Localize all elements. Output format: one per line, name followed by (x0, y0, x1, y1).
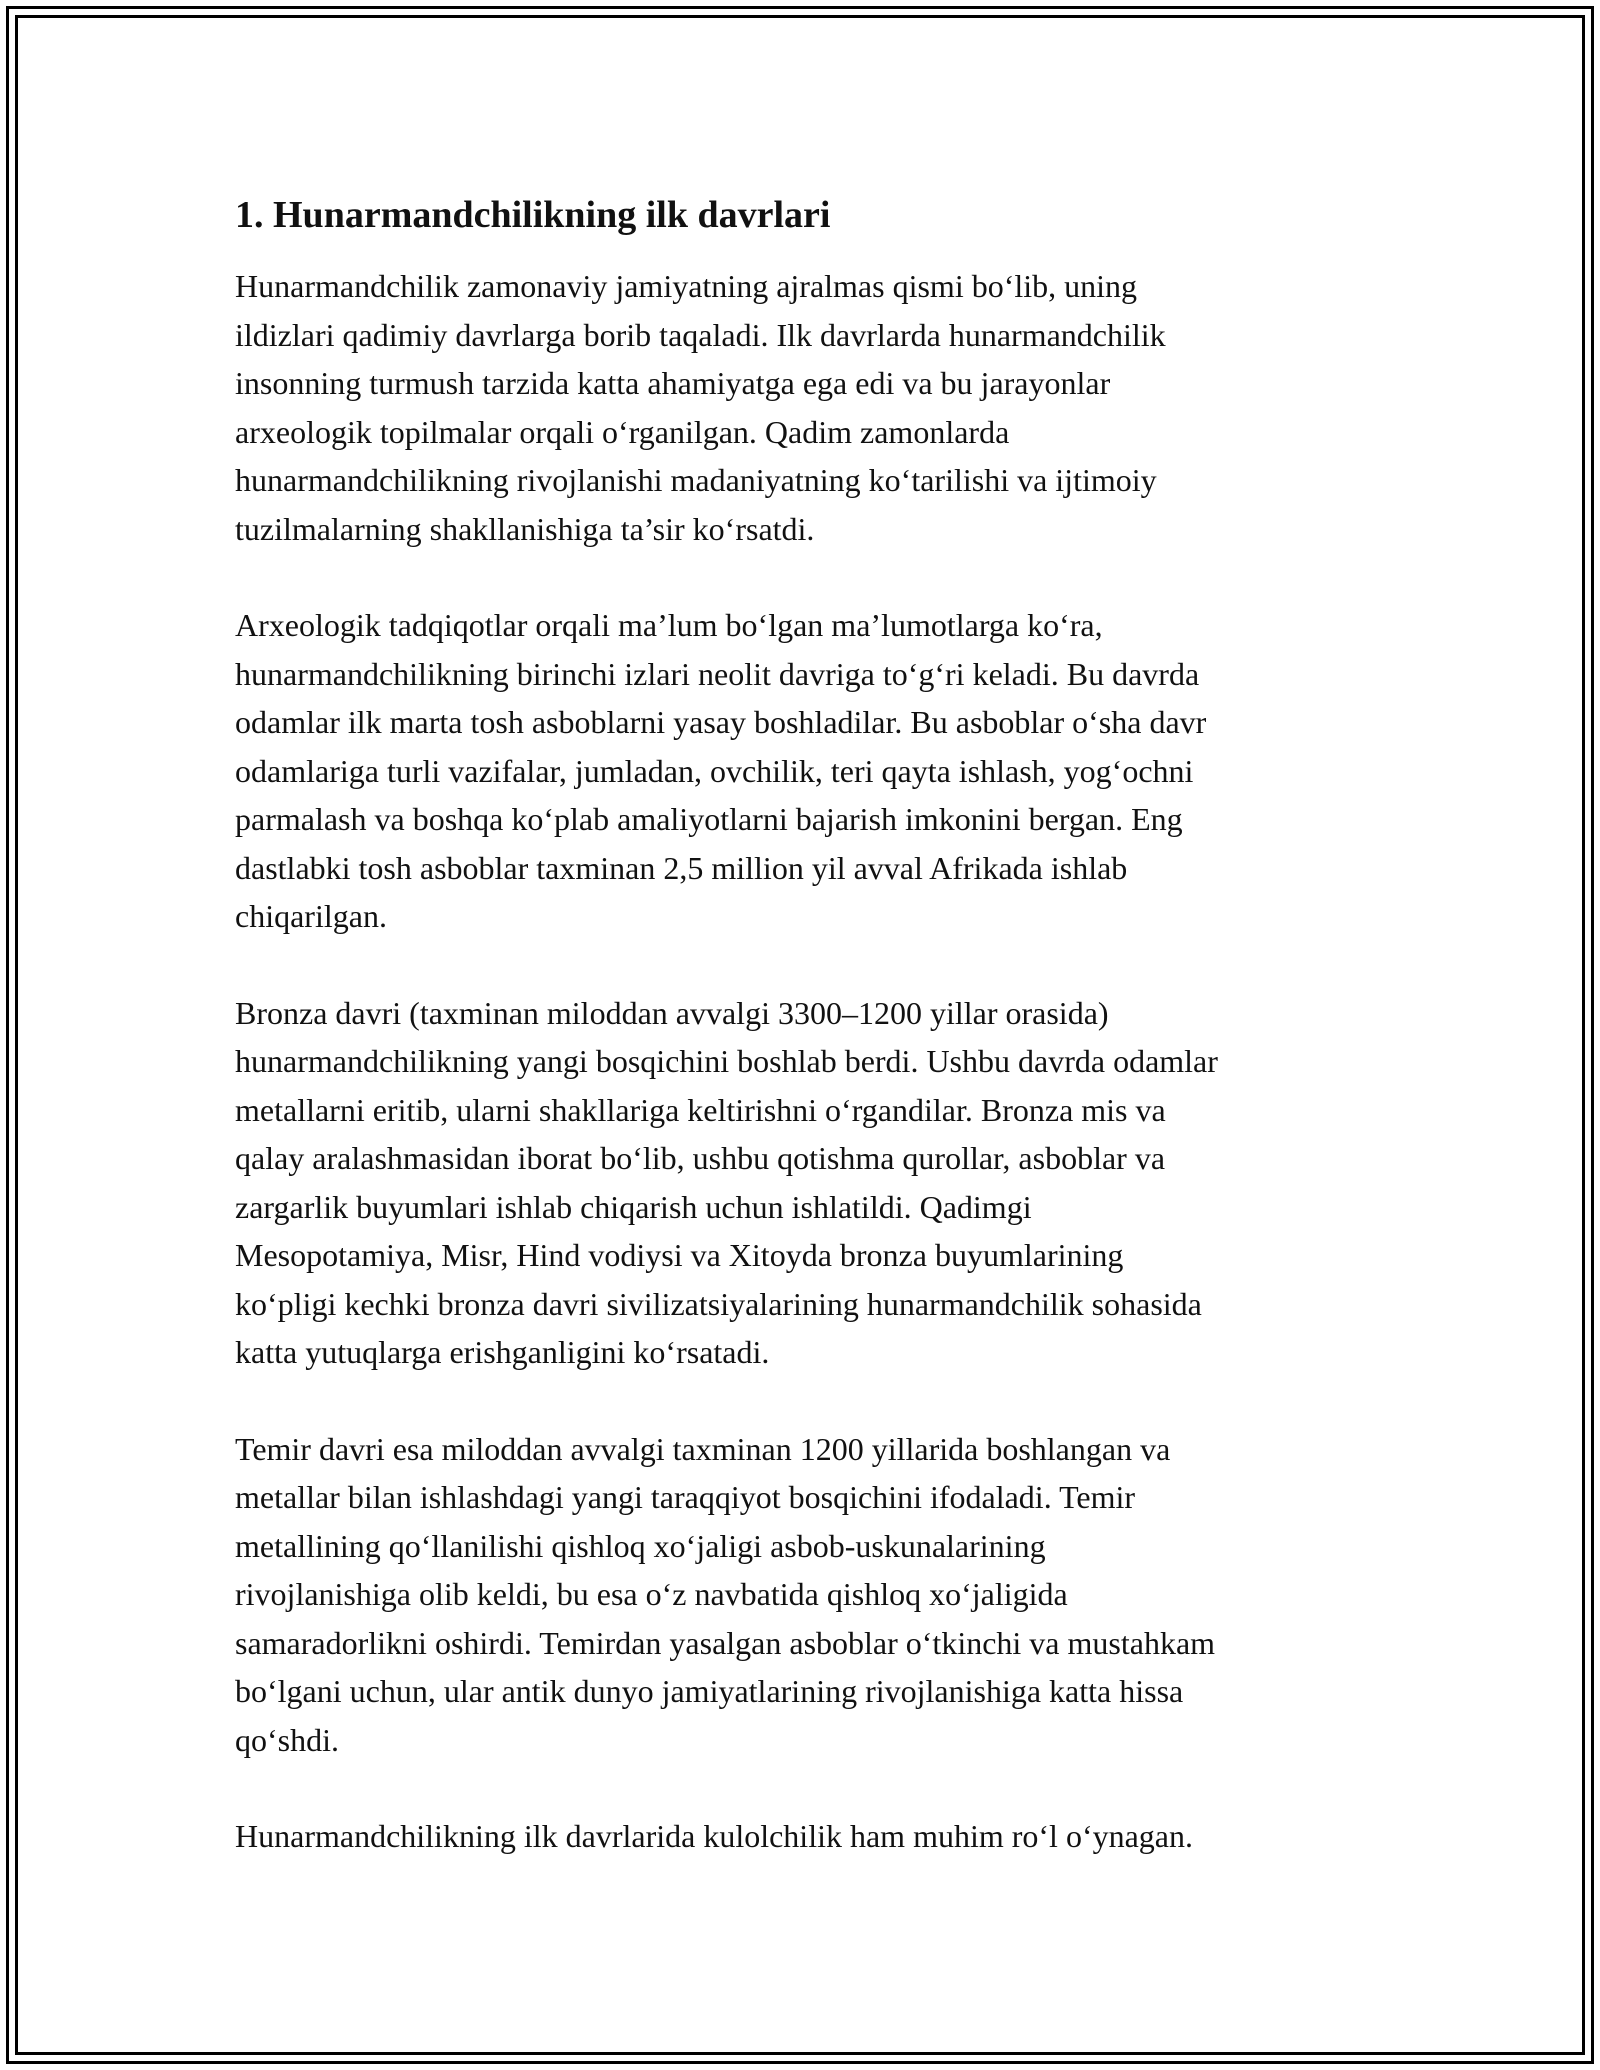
text-line: rivojlanishiga olib keldi, bu esa o‘z navbatida qishloq xo‘jaligida (235, 1576, 1068, 1612)
text-line: odamlar ilk marta tosh asboblarni yasay boshladilar. Bu asboblar o‘sha davr (235, 704, 1207, 740)
text-line: chiqarilgan. (235, 898, 387, 934)
section-heading: 1. Hunarmandchilikning ilk davrlari (235, 194, 831, 236)
paragraph-2 (235, 601, 1375, 941)
text-line: samaradorlikni oshirdi. Temirdan yasalgan asboblar o‘tkinchi va mustahkam (235, 1624, 1216, 1661)
text-line: bo‘lgani uchun, ular antik dunyo jamiyatlarining rivojlanishiga katta hissa (235, 1673, 1184, 1709)
text-line: katta yutuqlarga erishganligini ko‘rsatadi. (235, 1334, 770, 1370)
text-line: ildizlari qadimiy davrlarga borib taqaladi. Ilk davrlarda hunarmandchilik (235, 316, 1166, 353)
text-line: insonning turmush tarzida katta ahamiyatga ega edi va bu jarayonlar (235, 365, 1111, 401)
text-line: tuzilmalarning shakllanishiga ta’sir ko‘rsatdi. (235, 510, 815, 547)
text-line: Arxeologik tadqiqotlar orqali ma’lum bo‘lgan ma’lumotlarga ko‘ra, (235, 607, 1103, 643)
text-line: dastlabki tosh asboblar taxminan 2,5 million yil avval Afrikada ishlab (235, 849, 1128, 886)
paragraph-4 (235, 1425, 1375, 1765)
text-line: metallining qo‘llanilishi qishloq xo‘jaligi asbob-uskunalarining (235, 1527, 1046, 1564)
text-line: hunarmandchilikning rivojlanishi madaniyatning ko‘tarilishi va ijtimoiy (235, 462, 1157, 498)
paragraph-5 (235, 1812, 1375, 1861)
text-line: Hunarmandchilik zamonaviy jamiyatning ajralmas qismi bo‘lib, uning (235, 268, 1138, 304)
text-line: Mesopotamiya, Misr, Hind vodiysi va Xitoyda bronza buyumlarining (235, 1237, 1124, 1273)
paragraph-1 (235, 262, 1375, 553)
text-line: odamlariga turli vazifalar, jumladan, ovchilik, teri qayta ishlash, yog‘ochni (235, 752, 1194, 789)
text-line: metallar bilan ishlashdagi yangi taraqqiyot bosqichini ifodaladi. Temir (235, 1479, 1136, 1515)
text-line: Hunarmandchilikning ilk davrlarida kulolchilik ham muhim ro‘l o‘ynagan. (235, 1818, 1193, 1854)
text-line: Bronza davri (taxminan miloddan avvalgi 3300–1200 yillar orasida) (235, 994, 1109, 1031)
text-line: arxeologik topilmalar orqali o‘rganilgan. Qadim zamonlarda (235, 413, 1010, 450)
text-line: metallarni eritib, ularni shakllariga keltirishni o‘rgandilar. Bronza mis va (235, 1091, 1166, 1128)
text-line: zargarlik buyumlari ishlab chiqarish uchun ishlatildi. Qadimgi (235, 1188, 1032, 1225)
paragraph-3 (235, 989, 1375, 1377)
text-line: ko‘pligi kechki bronza davri sivilizatsiyalarining hunarmandchilik sohasida (235, 1285, 1202, 1322)
text-line: qo‘shdi. (235, 1721, 339, 1758)
text-line: Temir davri esa miloddan avvalgi taxminan 1200 yillarida boshlangan va (235, 1430, 1171, 1467)
text-line: parmalash va boshqa ko‘plab amaliyotlarni bajarish imkonini bergan. Eng (235, 801, 1183, 837)
text-line: hunarmandchilikning yangi bosqichini boshlab berdi. Ushbu davrda odamlar (235, 1043, 1218, 1079)
text-line: hunarmandchilikning birinchi izlari neolit davriga to‘g‘ri keladi. Bu davrda (235, 655, 1200, 692)
document-body (235, 190, 1375, 1909)
text-line: qalay aralashmasidan iborat bo‘lib, ushbu qotishma qurollar, asboblar va (235, 1140, 1166, 1176)
